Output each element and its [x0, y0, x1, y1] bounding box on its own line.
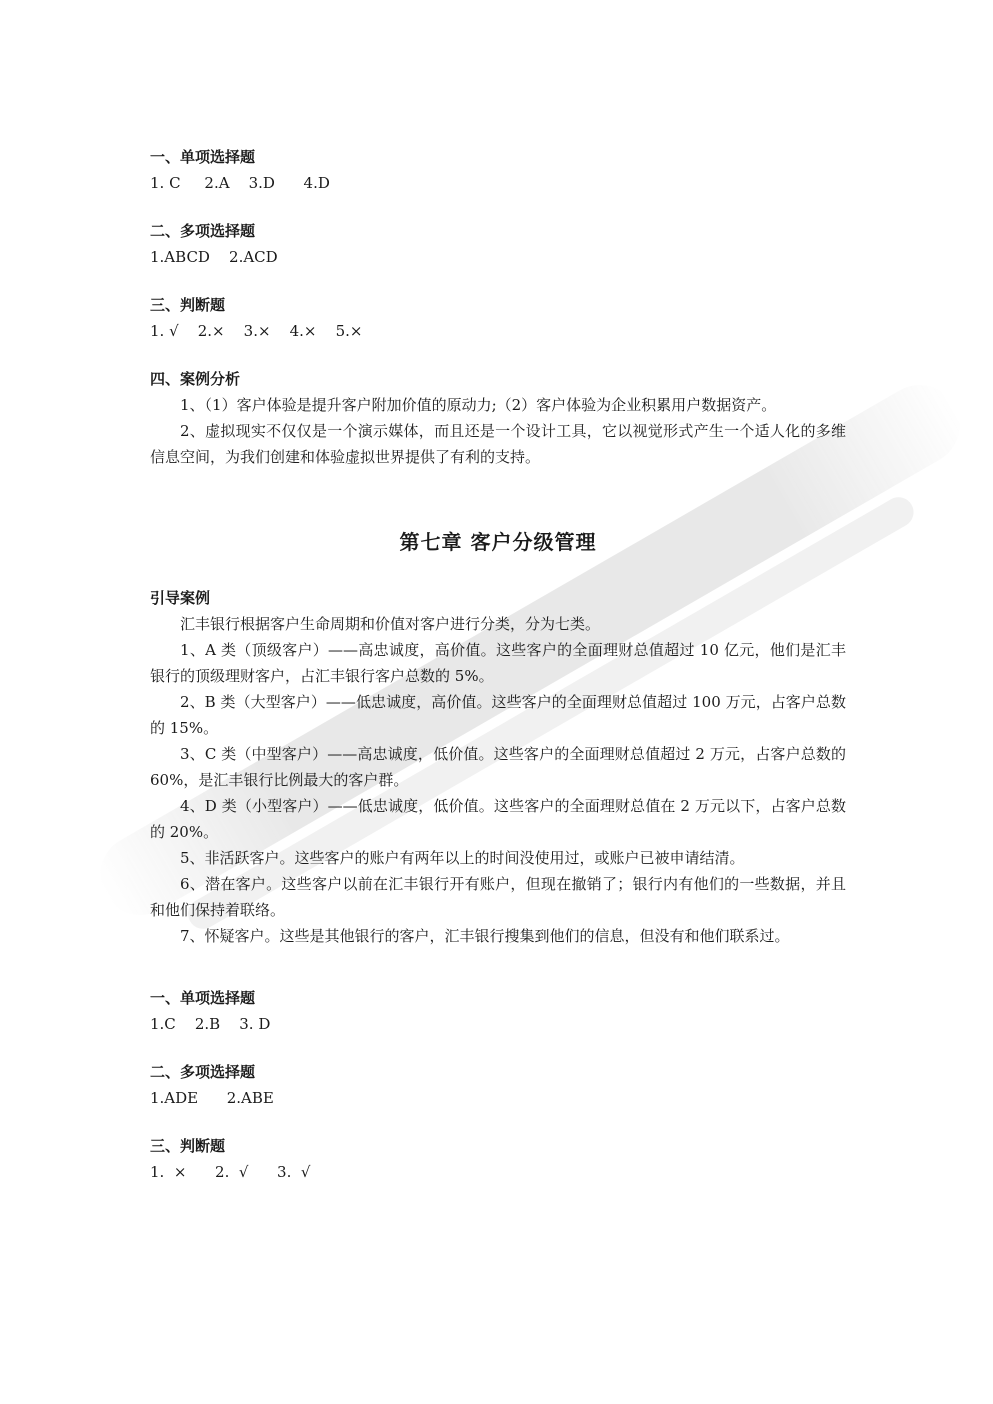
case-analysis-section: [150, 366, 846, 470]
true-false-section-1: [150, 292, 846, 344]
chapter-title: 第七章 客户分级管理: [399, 530, 597, 554]
lead-case-paragraph: 汇丰银行根据客户生命周期和价值对客户进行分类，分为七类。: [180, 615, 601, 633]
true-false-section-2: [150, 1133, 846, 1185]
multi-choice-section-1: [150, 218, 846, 270]
lead-case-section: [150, 585, 846, 949]
single-choice-section-2: [150, 985, 846, 1037]
lead-case-paragraph: 5、非活跃客户。这些客户的账户有两年以上的时间没使用过，或账户已被申请结清。: [180, 849, 745, 867]
answer-line: 1. × 2. √ 3. √: [150, 1163, 311, 1181]
answer-line: 1.ADE 2.ABE: [150, 1089, 274, 1107]
section-heading: 三、判断题: [150, 296, 226, 314]
section-heading: 引导案例: [150, 589, 211, 607]
lead-case-paragraph: 6、潜在客户。这些客户以前在汇丰银行开有账户，但现在撤销了；银行内有他们的一些数据，并且和他们保持着联络。: [150, 875, 846, 919]
case-paragraph: 1、（1）客户体验是提升客户附加价值的原动力;（2）客户体验为企业积累用户数据资产。: [180, 396, 777, 414]
section-heading: 二、多项选择题: [150, 1063, 256, 1081]
case-paragraph: 2、虚拟现实不仅仅是一个演示媒体，而且还是一个设计工具，它以视觉形式产生一个适人化的多维信息空间，为我们创建和体验虚拟世界提供了有利的支持。: [150, 422, 846, 466]
answer-line: 1. C 2.A 3.D 4.D: [150, 174, 330, 192]
section-heading: 三、判断题: [150, 1137, 226, 1155]
lead-case-paragraph: 2、B 类（大型客户）——低忠诚度，高价值。这些客户的全面理财总值超过 100 万元，占客户总数的 15%。: [150, 693, 846, 737]
multi-choice-section-2: [150, 1059, 846, 1111]
section-heading: 一、单项选择题: [150, 148, 256, 166]
lead-case-paragraph: 1、A 类（顶级客户）——高忠诚度，高价值。这些客户的全面理财总值超过 10 亿元，他们是汇丰银行的顶级理财客户，占汇丰银行客户总数的 5%。: [150, 641, 846, 685]
answer-line: 1. √ 2.× 3.× 4.× 5.×: [150, 322, 363, 340]
section-heading: 四、案例分析: [150, 370, 241, 388]
lead-case-paragraph: 3、C 类（中型客户）——高忠诚度，低价值。这些客户的全面理财总值超过 2 万元，占客户总数的 60%，是汇丰银行比例最大的客户群。: [150, 745, 846, 789]
page-content: [150, 144, 846, 1207]
lead-case-paragraph: 7、怀疑客户。这些是其他银行的客户，汇丰银行搜集到他们的信息，但没有和他们联系过。: [180, 927, 790, 945]
single-choice-section-1: [150, 144, 846, 196]
section-heading: 二、多项选择题: [150, 222, 256, 240]
section-heading: 一、单项选择题: [150, 989, 256, 1007]
lead-case-paragraph: 4、D 类（小型客户）——低忠诚度，低价值。这些客户的全面理财总值在 2 万元以下，占客户总数的 20%。: [150, 797, 846, 841]
answer-line: 1.C 2.B 3. D: [150, 1015, 271, 1033]
answer-line: 1.ABCD 2.ACD: [150, 248, 278, 266]
